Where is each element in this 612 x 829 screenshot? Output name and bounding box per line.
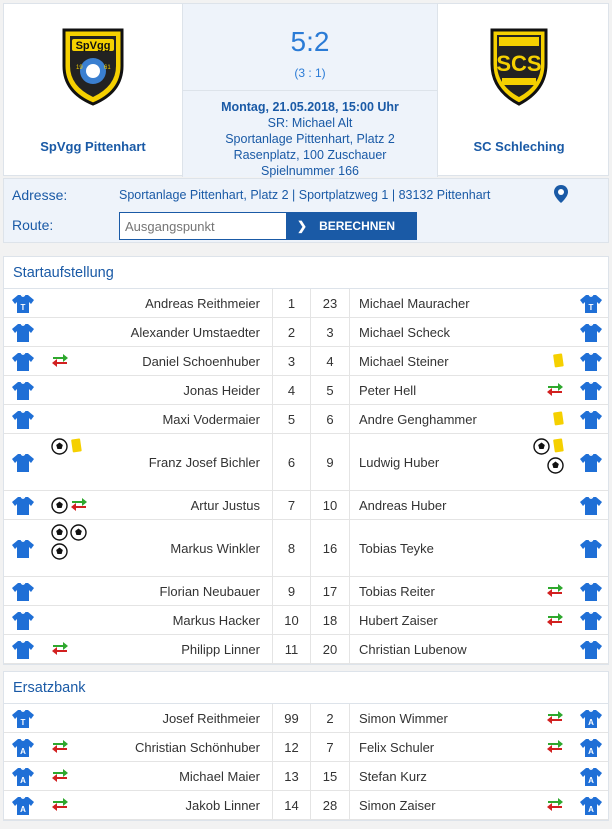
- home-player-number: 3: [272, 347, 310, 375]
- home-player-name[interactable]: Josef Reithmeier: [162, 710, 260, 726]
- away-player-number: 2: [310, 704, 350, 732]
- home-player-number: 7: [272, 491, 310, 519]
- away-team-name[interactable]: SC Schleching: [473, 139, 565, 154]
- match-info: [183, 99, 437, 179]
- away-player-number: 20: [310, 635, 350, 663]
- home-player-name[interactable]: Markus Winkler: [170, 540, 260, 556]
- home-player-number: 4: [272, 376, 310, 404]
- away-player-number: 9: [310, 434, 350, 490]
- jersey-icon: [580, 539, 602, 559]
- svg-text:A: A: [20, 775, 26, 785]
- substitution-icon: [546, 797, 564, 811]
- yellow-card-icon: [552, 438, 564, 455]
- bench-panel: [3, 671, 609, 821]
- home-player-name[interactable]: Florian Neubauer: [159, 583, 260, 599]
- substitution-icon: [546, 739, 564, 753]
- home-team[interactable]: [4, 4, 182, 177]
- home-player-number: 13: [272, 762, 310, 790]
- home-player-name[interactable]: Christian Schönhuber: [134, 739, 260, 755]
- away-player-name[interactable]: Peter Hell: [359, 382, 417, 398]
- home-team-logo: [58, 26, 128, 106]
- player-row: [4, 289, 608, 318]
- away-player-number: 3: [310, 318, 350, 346]
- jersey-icon: [580, 796, 602, 816]
- away-events: [532, 411, 564, 427]
- substitution-icon: [546, 710, 564, 724]
- away-player-number: 6: [310, 405, 350, 433]
- home-player-number: 12: [272, 733, 310, 761]
- away-events: [532, 710, 564, 724]
- jersey-icon: [580, 323, 602, 343]
- player-row: [4, 762, 608, 791]
- player-row: [4, 318, 608, 347]
- away-player-name[interactable]: Felix Schuler: [359, 739, 435, 755]
- home-player-number: 1: [272, 289, 310, 317]
- jersey-icon: [580, 352, 602, 372]
- home-player-name[interactable]: Michael Maier: [179, 768, 260, 784]
- calculate-route-label: BERECHNEN: [319, 219, 396, 233]
- football-icon: [533, 438, 550, 455]
- svg-text:A: A: [588, 775, 594, 785]
- svg-text:SCS: SCS: [496, 51, 542, 76]
- away-player-number: 28: [310, 791, 350, 819]
- away-player-number: 16: [310, 520, 350, 576]
- substitution-icon: [546, 382, 564, 396]
- svg-text:T: T: [588, 302, 594, 312]
- away-player-number: 18: [310, 606, 350, 634]
- home-player-name[interactable]: Jonas Heider: [183, 382, 260, 398]
- jersey-icon: [580, 453, 602, 473]
- away-player-name[interactable]: Simon Wimmer: [359, 710, 448, 726]
- substitution-icon: [546, 583, 564, 597]
- away-player-name[interactable]: Hubert Zaiser: [359, 612, 438, 628]
- svg-text:A: A: [588, 746, 594, 756]
- svg-text:A: A: [588, 804, 594, 814]
- home-player-name[interactable]: Philipp Linner: [181, 641, 260, 657]
- home-team-name[interactable]: SpVgg Pittenhart: [40, 139, 146, 154]
- home-player-number: 11: [272, 635, 310, 663]
- lineup-rows: [4, 289, 608, 664]
- jersey-icon: [580, 738, 602, 758]
- away-player-name[interactable]: Michael Steiner: [359, 353, 449, 369]
- home-player-name[interactable]: Maxi Vodermaier: [162, 411, 260, 427]
- svg-text:A: A: [588, 717, 594, 727]
- jersey-icon: [580, 582, 602, 602]
- jersey-icon: [580, 709, 602, 729]
- away-team-logo: [484, 26, 554, 106]
- player-row: [4, 791, 608, 820]
- yellow-card-icon: [552, 411, 564, 427]
- player-row: [4, 733, 608, 762]
- jersey-icon: [580, 640, 602, 660]
- home-player-name[interactable]: Jakob Linner: [185, 797, 260, 813]
- away-player-number: 23: [310, 289, 350, 317]
- svg-text:T: T: [20, 717, 26, 727]
- route-start-input[interactable]: [119, 212, 287, 240]
- player-row: [4, 405, 608, 434]
- home-player-number: 14: [272, 791, 310, 819]
- home-player-number: 2: [272, 318, 310, 346]
- football-icon: [547, 457, 564, 474]
- away-player-name[interactable]: Tobias Teyke: [359, 540, 434, 556]
- lineup-panel: [3, 256, 609, 665]
- home-player-name[interactable]: Andreas Reithmeier: [145, 295, 260, 311]
- venue: Sportanlage Pittenhart, Platz 2: [225, 132, 395, 146]
- away-player-number: 10: [310, 491, 350, 519]
- match-date: Montag, 21.05.2018, 15:00 Uhr: [221, 100, 399, 114]
- svg-text:A: A: [20, 746, 26, 756]
- away-player-name[interactable]: Andre Genghammer: [359, 411, 477, 427]
- calculate-route-button[interactable]: [287, 212, 417, 240]
- address-value[interactable]: Sportanlage Pittenhart, Platz 2 | Sportplatzweg 1 | 83132 Pittenhart: [119, 188, 491, 202]
- home-player-name[interactable]: Daniel Schoenhuber: [142, 353, 260, 369]
- player-row: [4, 606, 608, 635]
- away-events: [532, 382, 564, 396]
- final-score: 5:2: [290, 26, 330, 57]
- score-panel: [182, 4, 438, 177]
- away-player-name[interactable]: Michael Mauracher: [359, 295, 470, 311]
- home-player-number: 5: [272, 405, 310, 433]
- jersey-icon: [580, 410, 602, 430]
- away-events: [532, 353, 564, 369]
- svg-text:19: 19: [76, 65, 83, 71]
- home-player-name[interactable]: Alexander Umstaedter: [130, 324, 260, 340]
- substitution-icon: [546, 612, 564, 626]
- away-player-number: 17: [310, 577, 350, 605]
- away-player-number: 7: [310, 733, 350, 761]
- referee: SR: Michael Alt: [267, 116, 353, 130]
- home-player-number: 8: [272, 520, 310, 576]
- player-row: [4, 635, 608, 664]
- jersey-icon: [580, 767, 602, 787]
- yellow-card-icon: [552, 353, 564, 369]
- home-player-number: 9: [272, 577, 310, 605]
- home-player-name[interactable]: Artur Justus: [190, 497, 260, 513]
- away-player-number: 4: [310, 347, 350, 375]
- away-player-name[interactable]: Tobias Reiter: [359, 583, 435, 599]
- player-row: [4, 347, 608, 376]
- divider: [183, 90, 437, 91]
- player-row: [4, 376, 608, 405]
- ground-info: Rasenplatz, 100 Zuschauer: [233, 148, 387, 162]
- jersey-icon: [580, 381, 602, 401]
- route-label: Route:: [12, 217, 54, 233]
- jersey-icon: [580, 496, 602, 516]
- away-events: [532, 583, 564, 597]
- player-row: [4, 434, 608, 491]
- bench-title: Ersatzbank: [4, 672, 608, 704]
- chevron-right-icon: ❯: [297, 219, 308, 233]
- away-player-name[interactable]: Simon Zaiser: [359, 797, 436, 813]
- away-events: [532, 438, 564, 474]
- player-row: [4, 491, 608, 520]
- home-player-number: 10: [272, 606, 310, 634]
- address-panel: [3, 178, 609, 243]
- svg-text:61: 61: [104, 65, 111, 71]
- away-events: [532, 612, 564, 626]
- lineup-title: Startaufstellung: [4, 257, 608, 289]
- away-events: [532, 797, 564, 811]
- jersey-icon: [580, 611, 602, 631]
- svg-text:T: T: [20, 302, 26, 312]
- bench-rows: [4, 704, 608, 820]
- match-header: [3, 3, 609, 176]
- away-player-name[interactable]: Ludwig Huber: [359, 454, 440, 470]
- away-team[interactable]: [430, 4, 608, 177]
- away-player-name[interactable]: Michael Scheck: [359, 324, 451, 340]
- location-pin-icon[interactable]: [554, 185, 568, 203]
- away-player-name[interactable]: Stefan Kurz: [359, 768, 427, 784]
- svg-text:A: A: [20, 804, 26, 814]
- away-player-name[interactable]: Andreas Huber: [359, 497, 447, 513]
- home-player-name[interactable]: Franz Josef Bichler: [148, 454, 260, 470]
- away-player-number: 15: [310, 762, 350, 790]
- home-player-name[interactable]: Markus Hacker: [172, 612, 260, 628]
- match-number: Spielnummer 166: [261, 164, 359, 178]
- jersey-icon: [580, 294, 602, 314]
- player-row: [4, 577, 608, 606]
- halftime-score: (3 : 1): [294, 66, 326, 80]
- address-label: Adresse:: [12, 187, 68, 203]
- player-row: [4, 520, 608, 577]
- home-player-number: 99: [272, 704, 310, 732]
- player-row: [4, 704, 608, 733]
- away-player-name[interactable]: Christian Lubenow: [359, 641, 467, 657]
- away-events: [532, 739, 564, 753]
- home-player-number: 6: [272, 434, 310, 490]
- svg-text:SpVgg: SpVgg: [75, 40, 111, 52]
- away-player-number: 5: [310, 376, 350, 404]
